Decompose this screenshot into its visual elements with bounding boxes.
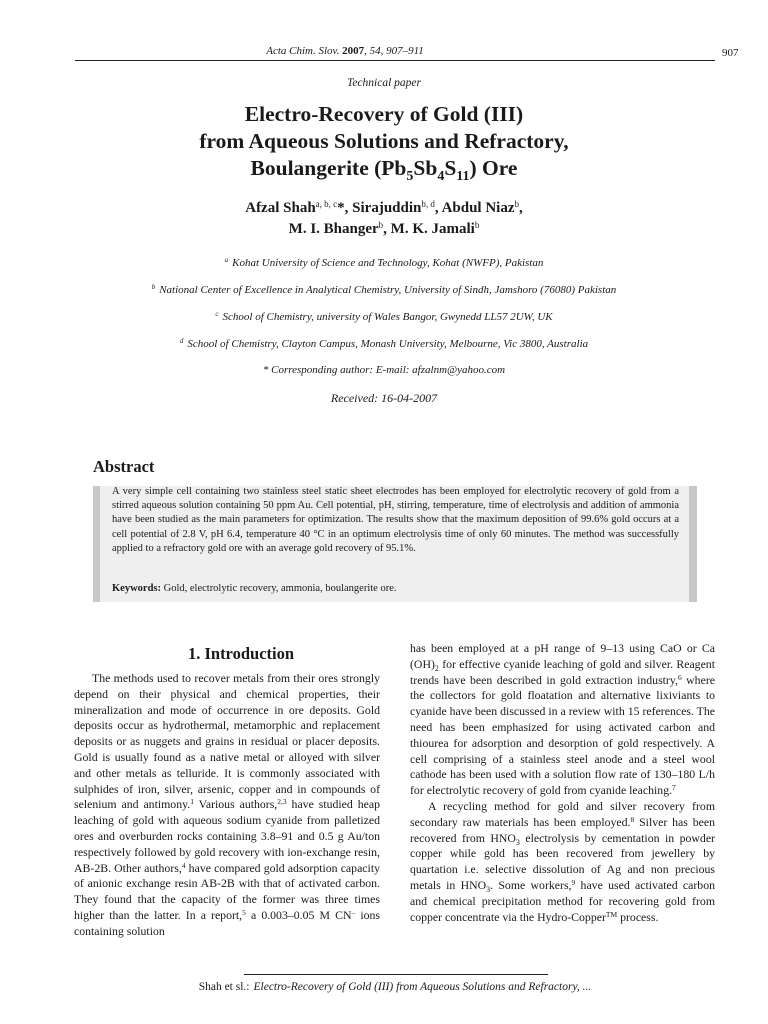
abstract-left-bar (93, 486, 100, 602)
author-name: Abdul Niaz (441, 200, 515, 216)
corresponding-author: * Corresponding author: E-mail: afzalnm@yahoo.com (262, 364, 506, 376)
abstract-text: A very simple cell containing two stainless steel static sheet electrodes has been employed for electrolytic recovery of gold from a stirred aqueous solution containing 50 ppm Au. Cell potential, pH, stirring, temperature, time of electrolysis and addition of ammonia have been studied as the main parameters for optimization. The results show that the maximum deposition of 99.6% gold occurs at a cell potential of 2.8 V, pH 6.4, temperature 40 °C in an optimum electrolysis time of only 60 minutes. The method was successfully applied to a refractory gold ore with an average gold recovery of 95.1%. (112, 486, 679, 554)
title-line-2: from Aqueous Solutions and Refractory, (199, 129, 569, 153)
footer-rule (244, 974, 548, 975)
author-name: M. I. Bhanger (288, 221, 379, 237)
paragraph: has been employed at a pH range of 9–13 using CaO or Ca $(OH)_2$ for effective cyanide leaching of gold and silver. Reagent trends have been described in gold extraction industry,$^6$ where the collectors for gold floatation and alternative lixiviants to cyanide have been discussed in a review with 15 references. The need has been emphasized for using activated carbon and thiourea for adsorption and desorption of gold respectively. A cell comprising of a stainless steel anode and a steel wool cathode has been used with a solution flow rate of 130–180 L/h for electrolytic recovery of gold from cyanide leaching.$^7$ (410, 641, 715, 798)
footer-title: Electro-Recovery of Gold (III) from Aqueous Solutions and Refractory, ... (253, 981, 592, 993)
author-list (0, 198, 768, 240)
citation: 9 (571, 877, 576, 887)
citation: 4 (181, 860, 186, 870)
title-line-3: Boulangerite $(Pb_5Sb_4S_{11})$ Ore (250, 156, 518, 184)
paragraph: The methods used to recover metals from their ores strongly depend on their physical and chemical properties, their mineralization and mode of occurrence in ore deposits. Gold deposits occur as hydrothermal, metamorphic and replacement deposits or as nuggets and grains in residual or placer deposits. Gold is usually found as a native metal or alloyed with silver and other metals as telluride. It is commonly associated with sulphides of iron, silver, arsenic, copper and in compounds of selenium and antimony.$^1$ Various authors,$^{2,3}$ have studied heap leaching of gold with aqueous sodium cyanide from palletized ores and overburden rocks containing 3.8–91 and 0.5 g Au/ton respectively followed by gold recovery with ion-exchange resin, AB-2B. Other authors,$^4$ have compared gold adsorption capacity of anionic exchange resin AB-2B with that of activated carbon. They found that the capacity of the former was three times higher than the latter. In a report,$^5$ a 0.003–0.05 M CN– ions containing solution (74, 671, 380, 938)
author-name: Afzal Shah (245, 200, 316, 216)
affiliation-c: $^c$ School of Chemistry, university of Wales Bangor, Gwynedd LL57 2UW, UK (215, 310, 553, 323)
citation: 1 (190, 797, 194, 807)
citation: 6 (677, 672, 682, 682)
keywords-list: Gold, electrolytic recovery, ammonia, boulangerite ore. (163, 583, 397, 594)
paragraph: A recycling method for gold and silver recovery from secondary raw materials has been employed.$^8$ Silver has been recovered from $HNO_3$ electrolysis by cementation in powder copper while gold has been recovered from jewellery by quartation i.e. selective dissolution of Ag and non precious metals in $HNO_3$. Some workers,$^9$ have used activated carbon and chemical precipitation method for recovering gold from copper concentrate via the Hydro-Copper™ process. (410, 798, 715, 924)
running-footer (0, 981, 768, 993)
citation: 8 (630, 814, 635, 824)
author-name: M. K. Jamali (390, 221, 475, 237)
footer-authors: Shah et sl.: (198, 981, 250, 993)
citation: 7 (672, 783, 676, 793)
citation: 5 (242, 907, 246, 917)
body-column-right (410, 641, 715, 925)
journal-header: Acta Chim. Slov. 2007, 54, 907–911 (266, 45, 424, 57)
keywords (112, 583, 679, 594)
abstract-right-bar (689, 486, 697, 602)
section-heading-introduction: 1. Introduction (187, 644, 295, 663)
affiliation-d: $^d$ School of Chemistry, Clayton Campus, Monash University, Melbourne, Vic 3800, Australia (179, 337, 589, 350)
title-line-1: Electro-Recovery of Gold (III) (244, 102, 524, 126)
body-column-left (74, 671, 380, 940)
abstract-heading: Abstract (93, 457, 155, 476)
received-date: Received: 16-04-2007 (330, 391, 438, 405)
keywords-label: Keywords: (112, 583, 161, 594)
author-line-2: M. I. Bhanger$^b$, M. K. Jamali$^b$ (288, 220, 480, 237)
author-name: Sirajuddin (352, 200, 422, 216)
citation: 2,3 (277, 797, 287, 807)
paper-title (0, 101, 768, 182)
paper-type: Technical paper (347, 77, 421, 89)
author-line-1: Afzal Shah$^{a, b, c}$*, Sirajuddin$^{b, d}$, Abdul Niaz$^b$, (245, 199, 523, 216)
trademark-mark: TM (605, 909, 618, 919)
header-rule (75, 60, 715, 61)
affiliation-a: $^a$ Kohat University of Science and Technology, Kohat (NWFP), Pakistan (224, 256, 544, 269)
affiliation-b: $^b$ National Center of Excellence in Analytical Chemistry, University of Sindh, Jamshoro (76080) Pakistan (151, 283, 617, 296)
page-number: 907 (722, 47, 739, 59)
